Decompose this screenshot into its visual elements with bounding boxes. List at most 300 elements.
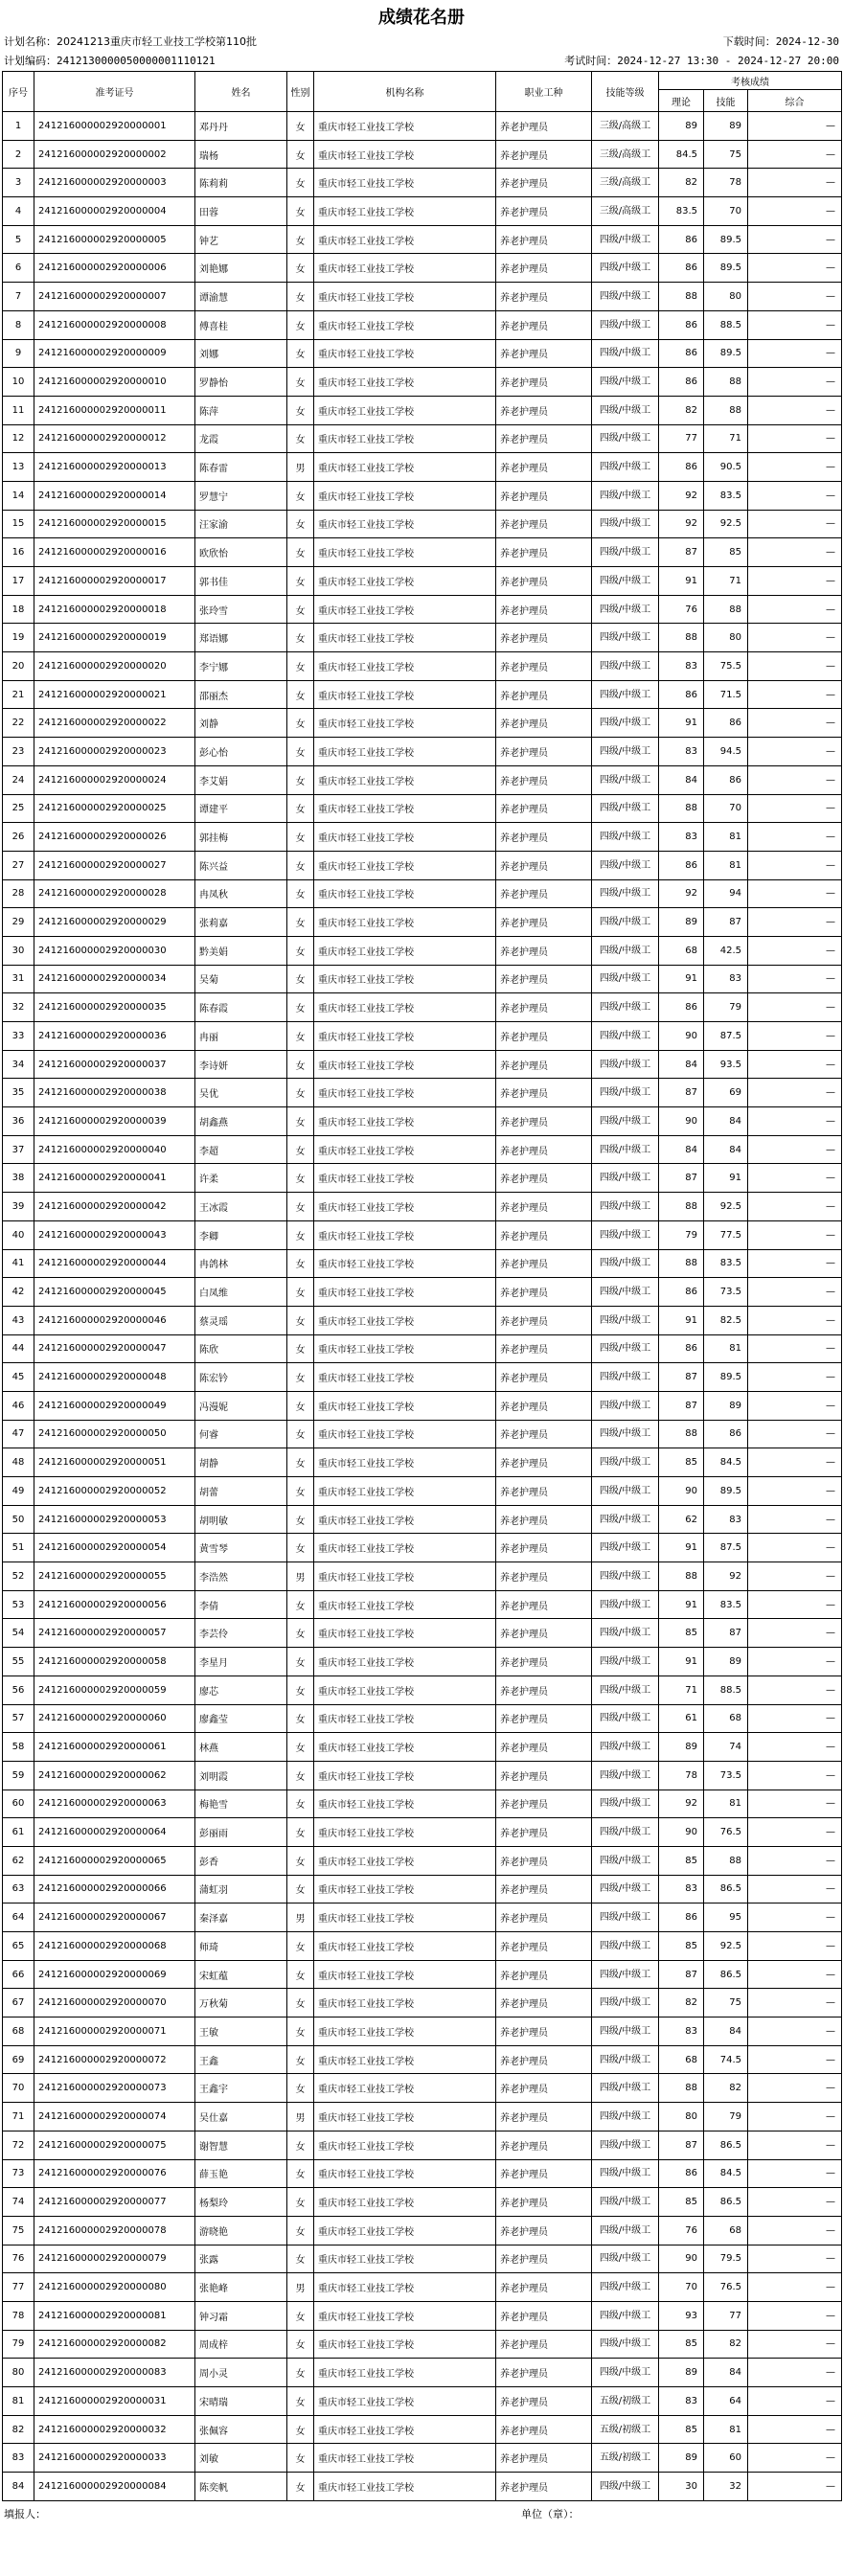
row-org: 重庆市轻工业技工学校	[314, 310, 496, 339]
row-theory: 92	[659, 481, 704, 510]
row-name: 彭丽雨	[195, 1818, 287, 1847]
row-gender: 女	[287, 2330, 314, 2359]
row-overall: —	[748, 1676, 842, 1704]
plan-no	[4, 52, 216, 71]
row-gender: 女	[287, 2017, 314, 2046]
table-row	[3, 1648, 842, 1676]
table-row	[3, 2188, 842, 2217]
row-job: 养老护理员	[496, 1334, 592, 1363]
row-name: 白凤维	[195, 1278, 287, 1307]
row-org: 重庆市轻工业技工学校	[314, 879, 496, 908]
row-overall: —	[748, 2017, 842, 2046]
row-ticket: 241216000002920000038	[34, 1079, 195, 1107]
row-org: 重庆市轻工业技工学校	[314, 510, 496, 538]
row-job: 养老护理员	[496, 197, 592, 226]
row-level: 四级/中级工	[592, 595, 659, 624]
row-job: 养老护理员	[496, 652, 592, 681]
row-gender: 女	[287, 1733, 314, 1762]
row-skill: 84.5	[704, 1448, 748, 1477]
row-level: 四级/中级工	[592, 2159, 659, 2188]
row-level: 四级/中级工	[592, 1818, 659, 1847]
row-level: 四级/中级工	[592, 225, 659, 254]
row-seq: 79	[3, 2330, 34, 2359]
row-gender: 女	[287, 2045, 314, 2074]
row-level: 四级/中级工	[592, 1193, 659, 1221]
row-name: 何睿	[195, 1420, 287, 1448]
row-skill: 69	[704, 1079, 748, 1107]
row-name: 陈欣	[195, 1334, 287, 1363]
table-row	[3, 993, 842, 1022]
row-gender: 女	[287, 2131, 314, 2159]
row-overall: —	[748, 510, 842, 538]
row-theory: 88	[659, 2074, 704, 2103]
row-skill: 32	[704, 2473, 748, 2501]
row-theory: 70	[659, 2273, 704, 2302]
row-name: 陈莉莉	[195, 169, 287, 197]
row-name: 万秋菊	[195, 1989, 287, 2017]
row-ticket: 241216000002920000018	[34, 595, 195, 624]
row-gender: 女	[287, 794, 314, 823]
row-org: 重庆市轻工业技工学校	[314, 1648, 496, 1676]
row-overall: —	[748, 1534, 842, 1562]
row-level: 四级/中级工	[592, 1306, 659, 1334]
row-ticket: 241216000002920000023	[34, 738, 195, 766]
table-row	[3, 624, 842, 652]
row-level: 四级/中级工	[592, 1932, 659, 1961]
row-gender: 女	[287, 1960, 314, 1989]
row-gender: 女	[287, 2245, 314, 2273]
row-seq: 50	[3, 1505, 34, 1534]
row-org: 重庆市轻工业技工学校	[314, 2387, 496, 2416]
row-level: 四级/中级工	[592, 2017, 659, 2046]
row-ticket: 241216000002920000071	[34, 2017, 195, 2046]
table-row	[3, 2074, 842, 2103]
row-ticket: 241216000002920000030	[34, 936, 195, 965]
row-seq: 46	[3, 1391, 34, 1420]
row-skill: 83.5	[704, 481, 748, 510]
row-theory: 62	[659, 1505, 704, 1534]
table-row	[3, 1220, 842, 1249]
row-job: 养老护理员	[496, 595, 592, 624]
row-org: 重庆市轻工业技工学校	[314, 2017, 496, 2046]
row-gender: 女	[287, 2473, 314, 2501]
row-ticket: 241216000002920000046	[34, 1306, 195, 1334]
row-gender: 女	[287, 1932, 314, 1961]
row-job: 养老护理员	[496, 510, 592, 538]
row-name: 李超	[195, 1135, 287, 1164]
row-job: 养老护理员	[496, 1733, 592, 1762]
row-org: 重庆市轻工业技工学校	[314, 1135, 496, 1164]
row-ticket: 241216000002920000040	[34, 1135, 195, 1164]
row-seq: 70	[3, 2074, 34, 2103]
row-gender: 女	[287, 339, 314, 368]
row-skill: 73.5	[704, 1278, 748, 1307]
row-gender: 女	[287, 1391, 314, 1420]
row-seq: 78	[3, 2301, 34, 2330]
row-ticket: 241216000002920000058	[34, 1648, 195, 1676]
row-job: 养老护理员	[496, 879, 592, 908]
table-body	[3, 112, 842, 2501]
row-name: 廖鑫莹	[195, 1704, 287, 1733]
row-name: 梅艳雪	[195, 1790, 287, 1818]
row-name: 王敏	[195, 2017, 287, 2046]
row-overall: —	[748, 140, 842, 169]
row-ticket: 241216000002920000024	[34, 765, 195, 794]
row-name: 张玲雪	[195, 595, 287, 624]
row-level: 四级/中级工	[592, 2131, 659, 2159]
row-org: 重庆市轻工业技工学校	[314, 1590, 496, 1619]
table-row	[3, 2245, 842, 2273]
row-level: 三级/高级工	[592, 169, 659, 197]
row-overall: —	[748, 2103, 842, 2131]
row-name: 胡明敏	[195, 1505, 287, 1534]
row-org: 重庆市轻工业技工学校	[314, 709, 496, 738]
table-row	[3, 310, 842, 339]
row-theory: 85	[659, 2330, 704, 2359]
table-row	[3, 2045, 842, 2074]
table-row	[3, 510, 842, 538]
row-level: 四级/中级工	[592, 424, 659, 453]
table-row	[3, 1306, 842, 1334]
row-seq: 63	[3, 1875, 34, 1904]
row-seq: 11	[3, 396, 34, 424]
row-theory: 88	[659, 794, 704, 823]
row-name: 张佩容	[195, 2415, 287, 2444]
row-skill: 81	[704, 1790, 748, 1818]
table-row	[3, 1846, 842, 1875]
row-theory: 92	[659, 1790, 704, 1818]
row-level: 四级/中级工	[592, 1505, 659, 1534]
row-ticket: 241216000002920000013	[34, 453, 195, 482]
row-job: 养老护理员	[496, 823, 592, 852]
row-seq: 76	[3, 2245, 34, 2273]
row-theory: 86	[659, 310, 704, 339]
table-row	[3, 481, 842, 510]
row-job: 养老护理员	[496, 1932, 592, 1961]
row-theory: 85	[659, 1846, 704, 1875]
row-org: 重庆市轻工业技工学校	[314, 2074, 496, 2103]
row-ticket: 241216000002920000016	[34, 538, 195, 567]
row-gender: 女	[287, 1704, 314, 1733]
table-row	[3, 1505, 842, 1534]
row-name: 冯漫妮	[195, 1391, 287, 1420]
row-skill: 76.5	[704, 1818, 748, 1847]
row-level: 四级/中级工	[592, 2359, 659, 2387]
row-ticket: 241216000002920000050	[34, 1420, 195, 1448]
row-seq: 36	[3, 1107, 34, 1136]
table-row	[3, 1704, 842, 1733]
header-score: 考核成绩	[659, 72, 842, 90]
row-seq: 44	[3, 1334, 34, 1363]
row-seq: 14	[3, 481, 34, 510]
row-org: 重庆市轻工业技工学校	[314, 2444, 496, 2473]
row-ticket: 241216000002920000056	[34, 1590, 195, 1619]
row-overall: —	[748, 709, 842, 738]
row-level: 四级/中级工	[592, 2245, 659, 2273]
row-theory: 82	[659, 1989, 704, 2017]
row-name: 黄雪琴	[195, 1534, 287, 1562]
row-org: 重庆市轻工业技工学校	[314, 2415, 496, 2444]
row-seq: 40	[3, 1220, 34, 1249]
row-skill: 83	[704, 965, 748, 993]
row-gender: 女	[287, 169, 314, 197]
row-name: 罗静怡	[195, 368, 287, 397]
row-seq: 47	[3, 1420, 34, 1448]
row-job: 养老护理员	[496, 1590, 592, 1619]
row-level: 四级/中级工	[592, 2045, 659, 2074]
row-org: 重庆市轻工业技工学校	[314, 908, 496, 937]
row-theory: 61	[659, 1704, 704, 1733]
row-org: 重庆市轻工业技工学校	[314, 567, 496, 596]
row-org: 重庆市轻工业技工学校	[314, 1790, 496, 1818]
row-org: 重庆市轻工业技工学校	[314, 1164, 496, 1193]
table-row	[3, 1590, 842, 1619]
row-org: 重庆市轻工业技工学校	[314, 1220, 496, 1249]
row-level: 四级/中级工	[592, 1278, 659, 1307]
row-ticket: 241216000002920000019	[34, 624, 195, 652]
row-name: 冉丽	[195, 1022, 287, 1051]
row-org: 重庆市轻工业技工学校	[314, 2330, 496, 2359]
row-theory: 88	[659, 1420, 704, 1448]
row-level: 四级/中级工	[592, 2301, 659, 2330]
row-skill: 86.5	[704, 2131, 748, 2159]
row-org: 重庆市轻工业技工学校	[314, 2273, 496, 2302]
row-job: 养老护理员	[496, 2188, 592, 2217]
table-row	[3, 2301, 842, 2330]
row-ticket: 241216000002920000006	[34, 254, 195, 283]
row-skill: 89.5	[704, 1363, 748, 1392]
row-level: 四级/中级工	[592, 310, 659, 339]
row-seq: 5	[3, 225, 34, 254]
row-job: 养老护理员	[496, 2245, 592, 2273]
row-skill: 79.5	[704, 2245, 748, 2273]
row-skill: 92	[704, 1562, 748, 1591]
table-row	[3, 368, 842, 397]
row-overall: —	[748, 225, 842, 254]
row-org: 重庆市轻工业技工学校	[314, 1022, 496, 1051]
row-theory: 84.5	[659, 140, 704, 169]
row-job: 养老护理员	[496, 738, 592, 766]
row-skill: 93.5	[704, 1050, 748, 1079]
row-theory: 86	[659, 368, 704, 397]
row-theory: 88	[659, 1249, 704, 1278]
row-name: 王冰霞	[195, 1193, 287, 1221]
row-overall: —	[748, 1619, 842, 1648]
row-ticket: 241216000002920000053	[34, 1505, 195, 1534]
row-overall: —	[748, 1590, 842, 1619]
row-overall: —	[748, 1363, 842, 1392]
row-skill: 79	[704, 2103, 748, 2131]
row-seq: 34	[3, 1050, 34, 1079]
row-ticket: 241216000002920000044	[34, 1249, 195, 1278]
row-ticket: 241216000002920000060	[34, 1704, 195, 1733]
table-row	[3, 965, 842, 993]
row-seq: 15	[3, 510, 34, 538]
row-gender: 女	[287, 112, 314, 141]
row-ticket: 241216000002920000014	[34, 481, 195, 510]
row-job: 养老护理员	[496, 1534, 592, 1562]
row-name: 邓丹丹	[195, 112, 287, 141]
row-ticket: 241216000002920000001	[34, 112, 195, 141]
table-row	[3, 1278, 842, 1307]
row-ticket: 241216000002920000031	[34, 2387, 195, 2416]
row-gender: 女	[287, 1022, 314, 1051]
row-gender: 女	[287, 1846, 314, 1875]
table-row	[3, 1733, 842, 1762]
row-job: 养老护理员	[496, 624, 592, 652]
row-org: 重庆市轻工业技工学校	[314, 1619, 496, 1648]
row-gender: 女	[287, 652, 314, 681]
row-overall: —	[748, 1704, 842, 1733]
row-seq: 73	[3, 2159, 34, 2188]
row-level: 四级/中级工	[592, 1249, 659, 1278]
table-row	[3, 453, 842, 482]
table-row	[3, 1448, 842, 1477]
row-theory: 86	[659, 1334, 704, 1363]
row-level: 三级/高级工	[592, 197, 659, 226]
row-seq: 51	[3, 1534, 34, 1562]
table-row	[3, 2330, 842, 2359]
row-org: 重庆市轻工业技工学校	[314, 652, 496, 681]
row-job: 养老护理员	[496, 310, 592, 339]
row-skill: 89	[704, 1391, 748, 1420]
row-theory: 89	[659, 1733, 704, 1762]
row-skill: 84	[704, 2359, 748, 2387]
row-org: 重庆市轻工业技工学校	[314, 1989, 496, 2017]
row-skill: 71	[704, 424, 748, 453]
row-theory: 90	[659, 1818, 704, 1847]
row-name: 周成梓	[195, 2330, 287, 2359]
row-theory: 80	[659, 2103, 704, 2131]
row-level: 四级/中级工	[592, 254, 659, 283]
row-level: 四级/中级工	[592, 879, 659, 908]
row-seq: 7	[3, 283, 34, 311]
row-theory: 85	[659, 2415, 704, 2444]
row-job: 养老护理员	[496, 851, 592, 879]
row-ticket: 241216000002920000021	[34, 680, 195, 709]
row-skill: 86.5	[704, 1875, 748, 1904]
row-ticket: 241216000002920000017	[34, 567, 195, 596]
row-theory: 87	[659, 1079, 704, 1107]
row-level: 四级/中级工	[592, 680, 659, 709]
plan-name	[4, 33, 257, 52]
row-gender: 女	[287, 993, 314, 1022]
row-ticket: 241216000002920000041	[34, 1164, 195, 1193]
table-row	[3, 709, 842, 738]
row-job: 养老护理员	[496, 993, 592, 1022]
row-overall: —	[748, 2473, 842, 2501]
row-job: 养老护理员	[496, 1249, 592, 1278]
row-job: 养老护理员	[496, 1989, 592, 2017]
row-gender: 女	[287, 1676, 314, 1704]
row-seq: 54	[3, 1619, 34, 1648]
row-level: 四级/中级工	[592, 1164, 659, 1193]
row-overall: —	[748, 1135, 842, 1164]
row-level: 四级/中级工	[592, 1761, 659, 1790]
row-gender: 女	[287, 1107, 314, 1136]
row-ticket: 241216000002920000067	[34, 1904, 195, 1932]
row-org: 重庆市轻工业技工学校	[314, 112, 496, 141]
row-gender: 女	[287, 1648, 314, 1676]
row-seq: 60	[3, 1790, 34, 1818]
table-row	[3, 1477, 842, 1506]
row-seq: 82	[3, 2415, 34, 2444]
row-job: 养老护理员	[496, 2387, 592, 2416]
row-skill: 82.5	[704, 1306, 748, 1334]
row-org: 重庆市轻工业技工学校	[314, 1306, 496, 1334]
row-org: 重庆市轻工业技工学校	[314, 1249, 496, 1278]
row-seq: 80	[3, 2359, 34, 2387]
table-row	[3, 567, 842, 596]
row-overall: —	[748, 738, 842, 766]
row-skill: 86.5	[704, 1960, 748, 1989]
row-job: 养老护理员	[496, 2045, 592, 2074]
row-job: 养老护理员	[496, 1306, 592, 1334]
row-ticket: 241216000002920000077	[34, 2188, 195, 2217]
row-theory: 87	[659, 1960, 704, 1989]
row-gender: 女	[287, 1135, 314, 1164]
row-name: 田蓉	[195, 197, 287, 226]
row-skill: 88.5	[704, 310, 748, 339]
table-row	[3, 1932, 842, 1961]
row-level: 四级/中级工	[592, 908, 659, 937]
row-skill: 87	[704, 908, 748, 937]
row-skill: 86.5	[704, 2188, 748, 2217]
table-row	[3, 2387, 842, 2416]
row-theory: 88	[659, 283, 704, 311]
row-level: 四级/中级工	[592, 2273, 659, 2302]
table-row	[3, 1989, 842, 2017]
row-level: 四级/中级工	[592, 851, 659, 879]
row-org: 重庆市轻工业技工学校	[314, 1960, 496, 1989]
row-skill: 88	[704, 595, 748, 624]
table-row	[3, 1249, 842, 1278]
download-time-label: 下载时间：	[722, 35, 776, 48]
row-overall: —	[748, 2359, 842, 2387]
table-row	[3, 396, 842, 424]
row-level: 四级/中级工	[592, 1448, 659, 1477]
row-ticket: 241216000002920000033	[34, 2444, 195, 2473]
row-ticket: 241216000002920000034	[34, 965, 195, 993]
row-gender: 女	[287, 965, 314, 993]
row-level: 四级/中级工	[592, 936, 659, 965]
row-job: 养老护理员	[496, 1050, 592, 1079]
row-name: 李倩	[195, 1590, 287, 1619]
row-name: 陈春霞	[195, 993, 287, 1022]
row-ticket: 241216000002920000047	[34, 1334, 195, 1363]
row-seq: 28	[3, 879, 34, 908]
row-level: 四级/中级工	[592, 823, 659, 852]
row-ticket: 241216000002920000025	[34, 794, 195, 823]
table-row	[3, 652, 842, 681]
row-overall: —	[748, 1648, 842, 1676]
row-ticket: 241216000002920000055	[34, 1562, 195, 1591]
row-overall: —	[748, 1904, 842, 1932]
row-overall: —	[748, 2159, 842, 2188]
row-level: 四级/中级工	[592, 2330, 659, 2359]
row-org: 重庆市轻工业技工学校	[314, 169, 496, 197]
row-job: 养老护理员	[496, 2159, 592, 2188]
row-seq: 2	[3, 140, 34, 169]
row-overall: —	[748, 1334, 842, 1363]
row-theory: 86	[659, 1278, 704, 1307]
row-name: 李芸伶	[195, 1619, 287, 1648]
row-skill: 94	[704, 879, 748, 908]
row-gender: 女	[287, 879, 314, 908]
row-overall: —	[748, 851, 842, 879]
row-gender: 女	[287, 2301, 314, 2330]
row-overall: —	[748, 1220, 842, 1249]
